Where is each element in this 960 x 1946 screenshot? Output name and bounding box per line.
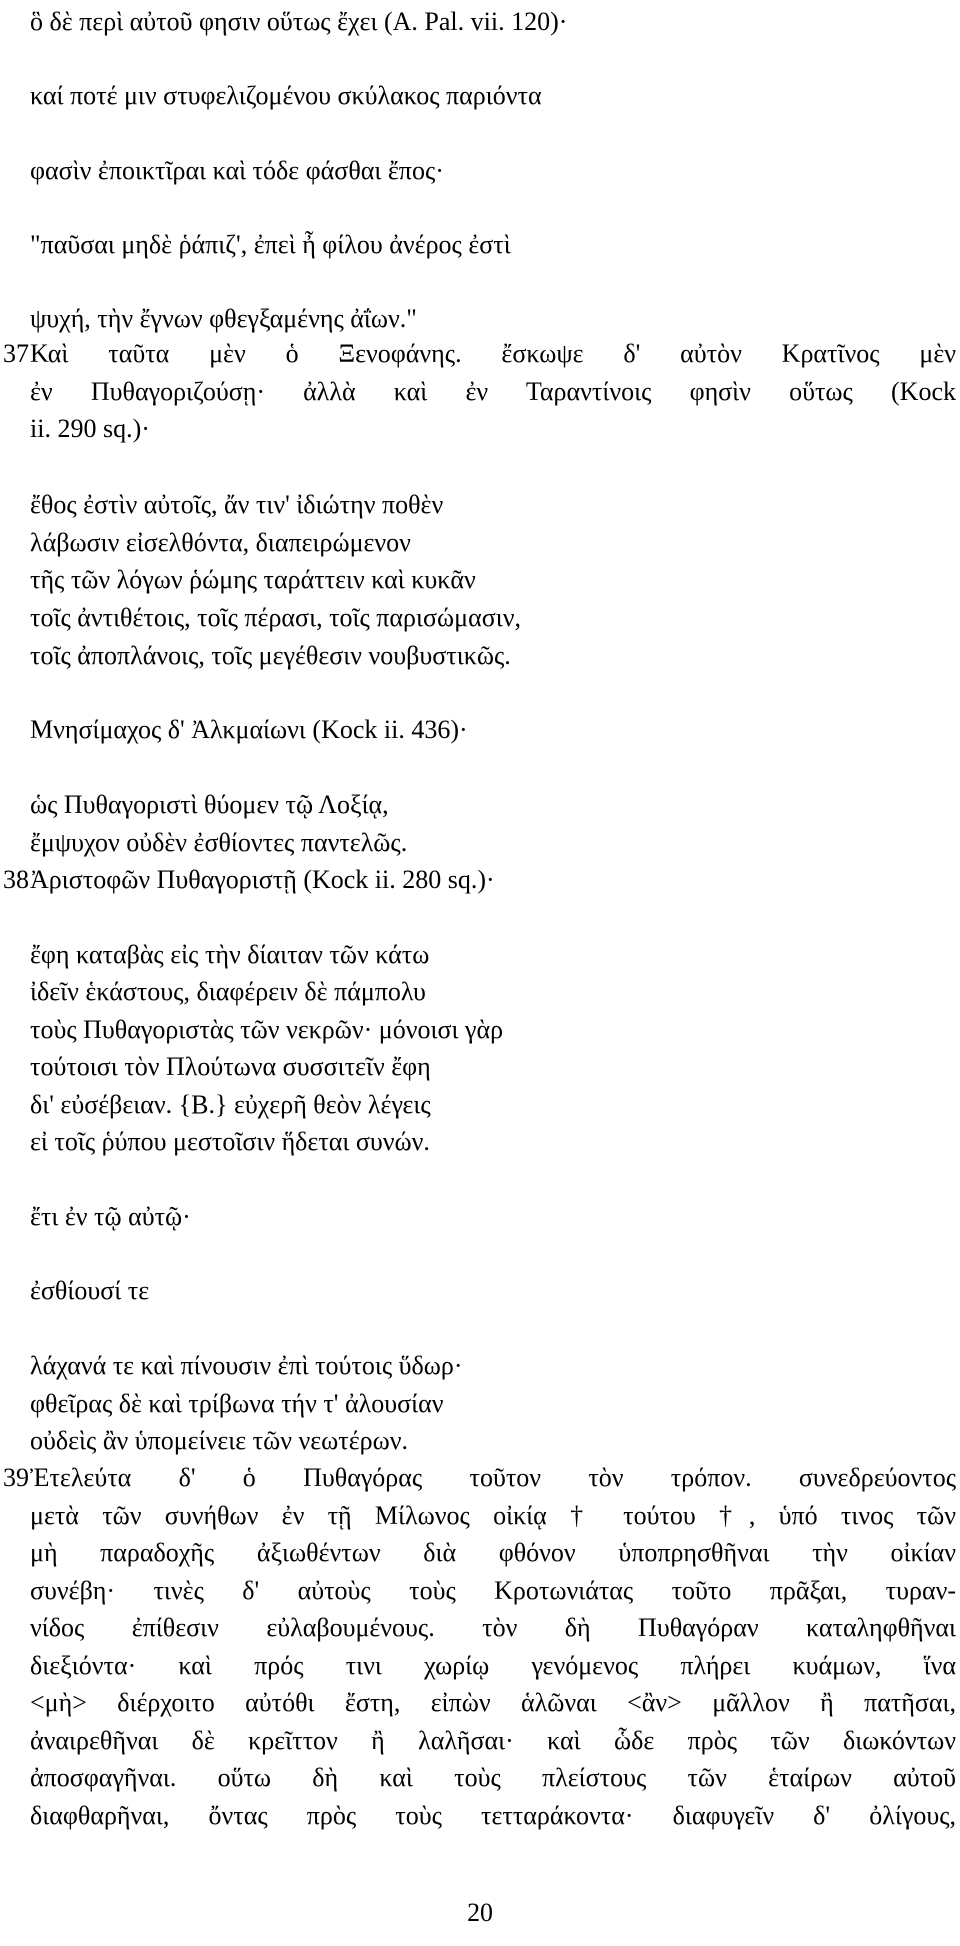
prose-line: ἀποσφαγῆναι. οὕτω δὴ καὶ τοὺς πλείστους τῶν ἑταίρων αὐτοῦ bbox=[30, 1763, 956, 1792]
verse-line: τοῖς ἀποπλάνοις, τοῖς μεγέθεσιν νουβυστικῶς. bbox=[30, 641, 511, 670]
prose-line: Ἀριστοφῶν Πυθαγοριστῇ (Kock ii. 280 sq.)· bbox=[30, 865, 495, 894]
verse-line: ἔφη καταβὰς εἰς τὴν δίαιταν τῶν κάτω bbox=[30, 940, 430, 969]
prose-line: νίδος ἐπίθεσιν εὐλαβουμένους. τὸν δὴ Πυθαγόραν καταληφθῆναι bbox=[30, 1613, 956, 1642]
verse-line: οὐδεὶς ἂν ὑπομείνειε τῶν νεωτέρων. bbox=[30, 1426, 408, 1455]
verse-line: λάβωσιν εἰσελθόντα, διαπειρώμενον bbox=[30, 528, 411, 557]
prose-line: μὴ παραδοχῆς ἀξιωθέντων διὰ φθόνον ὑποπρησθῆναι τὴν οἰκίαν bbox=[30, 1538, 956, 1567]
prose-line: Ἐτελεύτα δ' ὁ Πυθαγόρας τοῦτον τὸν τρόπον. συνεδρεύοντος bbox=[30, 1463, 956, 1492]
section-number: 37 bbox=[3, 339, 29, 368]
prose-line: Καὶ ταῦτα μὲν ὁ Ξενοφάνης. ἔσκωψε δ' αὐτὸν Κρατῖνος μὲν bbox=[30, 339, 956, 368]
verse-line: "παῦσαι μηδὲ ῥάπιζ', ἐπεὶ ἦ φίλου ἀνέρος ἐστὶ bbox=[30, 230, 511, 259]
verse-line: τοῖς ἀντιθέτοις, τοῖς πέρασι, τοῖς παρισώμασιν, bbox=[30, 603, 521, 632]
prose-line: συνέβη· τινὲς δ' αὐτοὺς τοὺς Κροτωνιάτας τοῦτο πρᾶξαι, τυραν- bbox=[30, 1576, 956, 1605]
prose-line: ἔτι ἐν τῷ αὐτῷ· bbox=[30, 1202, 191, 1231]
verse-line: ἔθος ἐστὶν αὐτοῖς, ἄν τιν' ἰδιώτην ποθὲν bbox=[30, 490, 444, 519]
verse-line: τοὺς Πυθαγοριστὰς τῶν νεκρῶν· μόνοισι γὰρ bbox=[30, 1015, 504, 1044]
prose-line: ἀναιρεθῆναι δὲ κρεῖττον ἢ λαλῆσαι· καὶ ὧδε πρὸς τῶν διωκόντων bbox=[30, 1726, 956, 1755]
verse-line: ψυχή, τὴν ἔγνων φθεγξαμένης ἀΐων." bbox=[30, 304, 417, 333]
verse-line: εἰ τοῖς ῥύπου μεστοῖσιν ἥδεται συνών. bbox=[30, 1127, 430, 1156]
verse-line: φθεῖρας δὲ καὶ τρίβωνα τήν τ' ἀλουσίαν bbox=[30, 1389, 444, 1418]
verse-line: φασὶν ἐποικτῖραι καὶ τόδε φάσθαι ἔπος· bbox=[30, 156, 444, 185]
prose-line: ἐν Πυθαγοριζούσῃ· ἀλλὰ καὶ ἐν Ταραντίνοις φησὶν οὕτως (Kock bbox=[30, 377, 956, 406]
page-number: 20 bbox=[467, 1898, 493, 1927]
verse-line: τούτοισι τὸν Πλούτωνα συσσιτεῖν ἔφη bbox=[30, 1052, 431, 1081]
verse-line: ὡς Πυθαγοριστὶ θύομεν τῷ Λοξίᾳ, bbox=[30, 790, 389, 819]
prose-line: διεξιόντα· καὶ πρός τινι χωρίῳ γενόμενος πλήρει κυάμων, ἵνα bbox=[30, 1651, 956, 1680]
prose-line: <μὴ> διέρχοιτο αὐτόθι ἔστη, εἰπὼν ἁλῶναι <ἂν> μᾶλλον ἢ πατῆσαι, bbox=[30, 1688, 956, 1717]
verse-line: λάχανά τε καὶ πίνουσιν ἐπὶ τούτοις ὕδωρ· bbox=[30, 1351, 463, 1380]
prose-line: ii. 290 sq.)· bbox=[30, 414, 150, 443]
verse-line: καί ποτέ μιν στυφελιζομένου σκύλακος παριόντα bbox=[30, 81, 542, 110]
section-number: 39 bbox=[3, 1463, 29, 1492]
text-line: ὃ δὲ περὶ αὐτοῦ φησιν οὕτως ἔχει (A. Pal. vii. 120)· bbox=[30, 7, 568, 36]
verse-line: δι' εὐσέβειαν. {Β.} εὐχερῆ θεὸν λέγεις bbox=[30, 1090, 431, 1119]
prose-line: Μνησίμαχος δ' Ἀλκμαίωνι (Kock ii. 436)· bbox=[30, 715, 468, 744]
prose-line: διαφθαρῆναι, ὄντας πρὸς τοὺς τετταράκοντα· διαφυγεῖν δ' ὀλίγους, bbox=[30, 1801, 956, 1830]
verse-line: ἰδεῖν ἑκάστους, διαφέρειν δὲ πάμπολυ bbox=[30, 977, 426, 1006]
prose-line: μετὰ τῶν συνήθων ἐν τῇ Μίλωνος οἰκίᾳ † τούτου †, ὑπό τινος τῶν bbox=[30, 1501, 956, 1530]
verse-line: ἔμψυχον οὐδὲν ἐσθίοντες παντελῶς. bbox=[30, 828, 408, 857]
verse-line: τῆς τῶν λόγων ῥώμης ταράττειν καὶ κυκᾶν bbox=[30, 565, 476, 594]
section-number: 38 bbox=[3, 865, 29, 894]
verse-line: ἐσθίουσί τε bbox=[30, 1276, 150, 1305]
